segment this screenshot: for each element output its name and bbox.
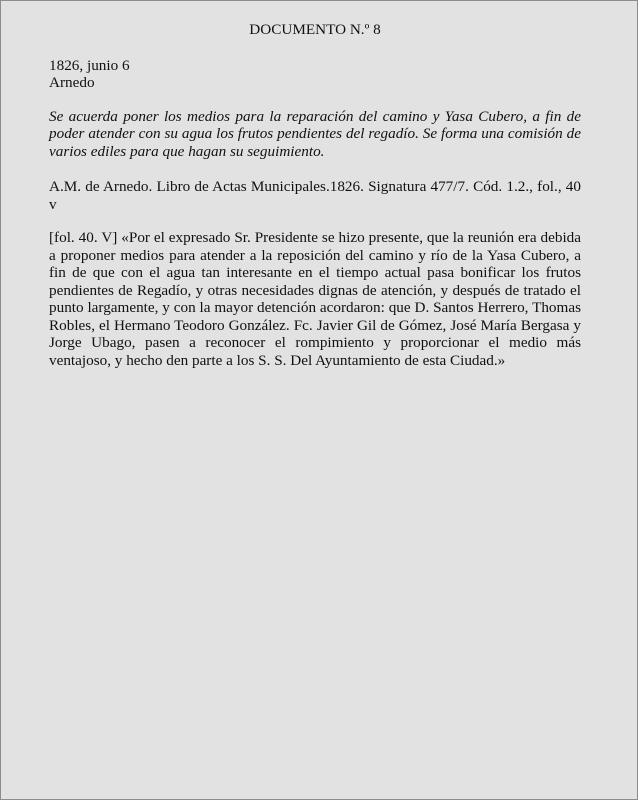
- document-body: [fol. 40. V] «Por el expresado Sr. Presidente se hizo presente, que la reunión era debida a proponer medios para atender a la reposición del camino y río de la Yasa Cubero, a fin de que con el agua tan interesante en el tiempo actual pasa bonificar los frutos pendientes de Regadío, y otras necesidades dignas de atención, y después de tratado el punto largamente, y con la mayor detención acordaron: que D. Santos Herrero, Thomas Robles, el Hermano Teodoro González. Fc. Javier Gil de Gómez, José María Bergasa y Jorge Ubago, pasen a reconocer el rompimiento y proporcionar el medio más ventajoso, y hecho den parte a los S. S. Del Ayuntamiento de esta Ciudad.»: [49, 229, 581, 369]
- document-title: DOCUMENTO N.º 8: [249, 21, 381, 38]
- document-place: Arnedo: [49, 74, 95, 91]
- document-source: A.M. de Arnedo. Libro de Actas Municipales.1826. Signatura 477/7. Cód. 1.2., fol., 40 v: [49, 178, 581, 213]
- document-summary: Se acuerda poner los medios para la reparación del camino y Yasa Cubero, a fin de poder atender con su agua los frutos pendientes del regadío. Se forma una comisión de varios ediles para que hagan su seguimiento.: [49, 107, 581, 160]
- document-content: [49, 21, 581, 369]
- document-date: 1826, junio 6: [49, 56, 130, 74]
